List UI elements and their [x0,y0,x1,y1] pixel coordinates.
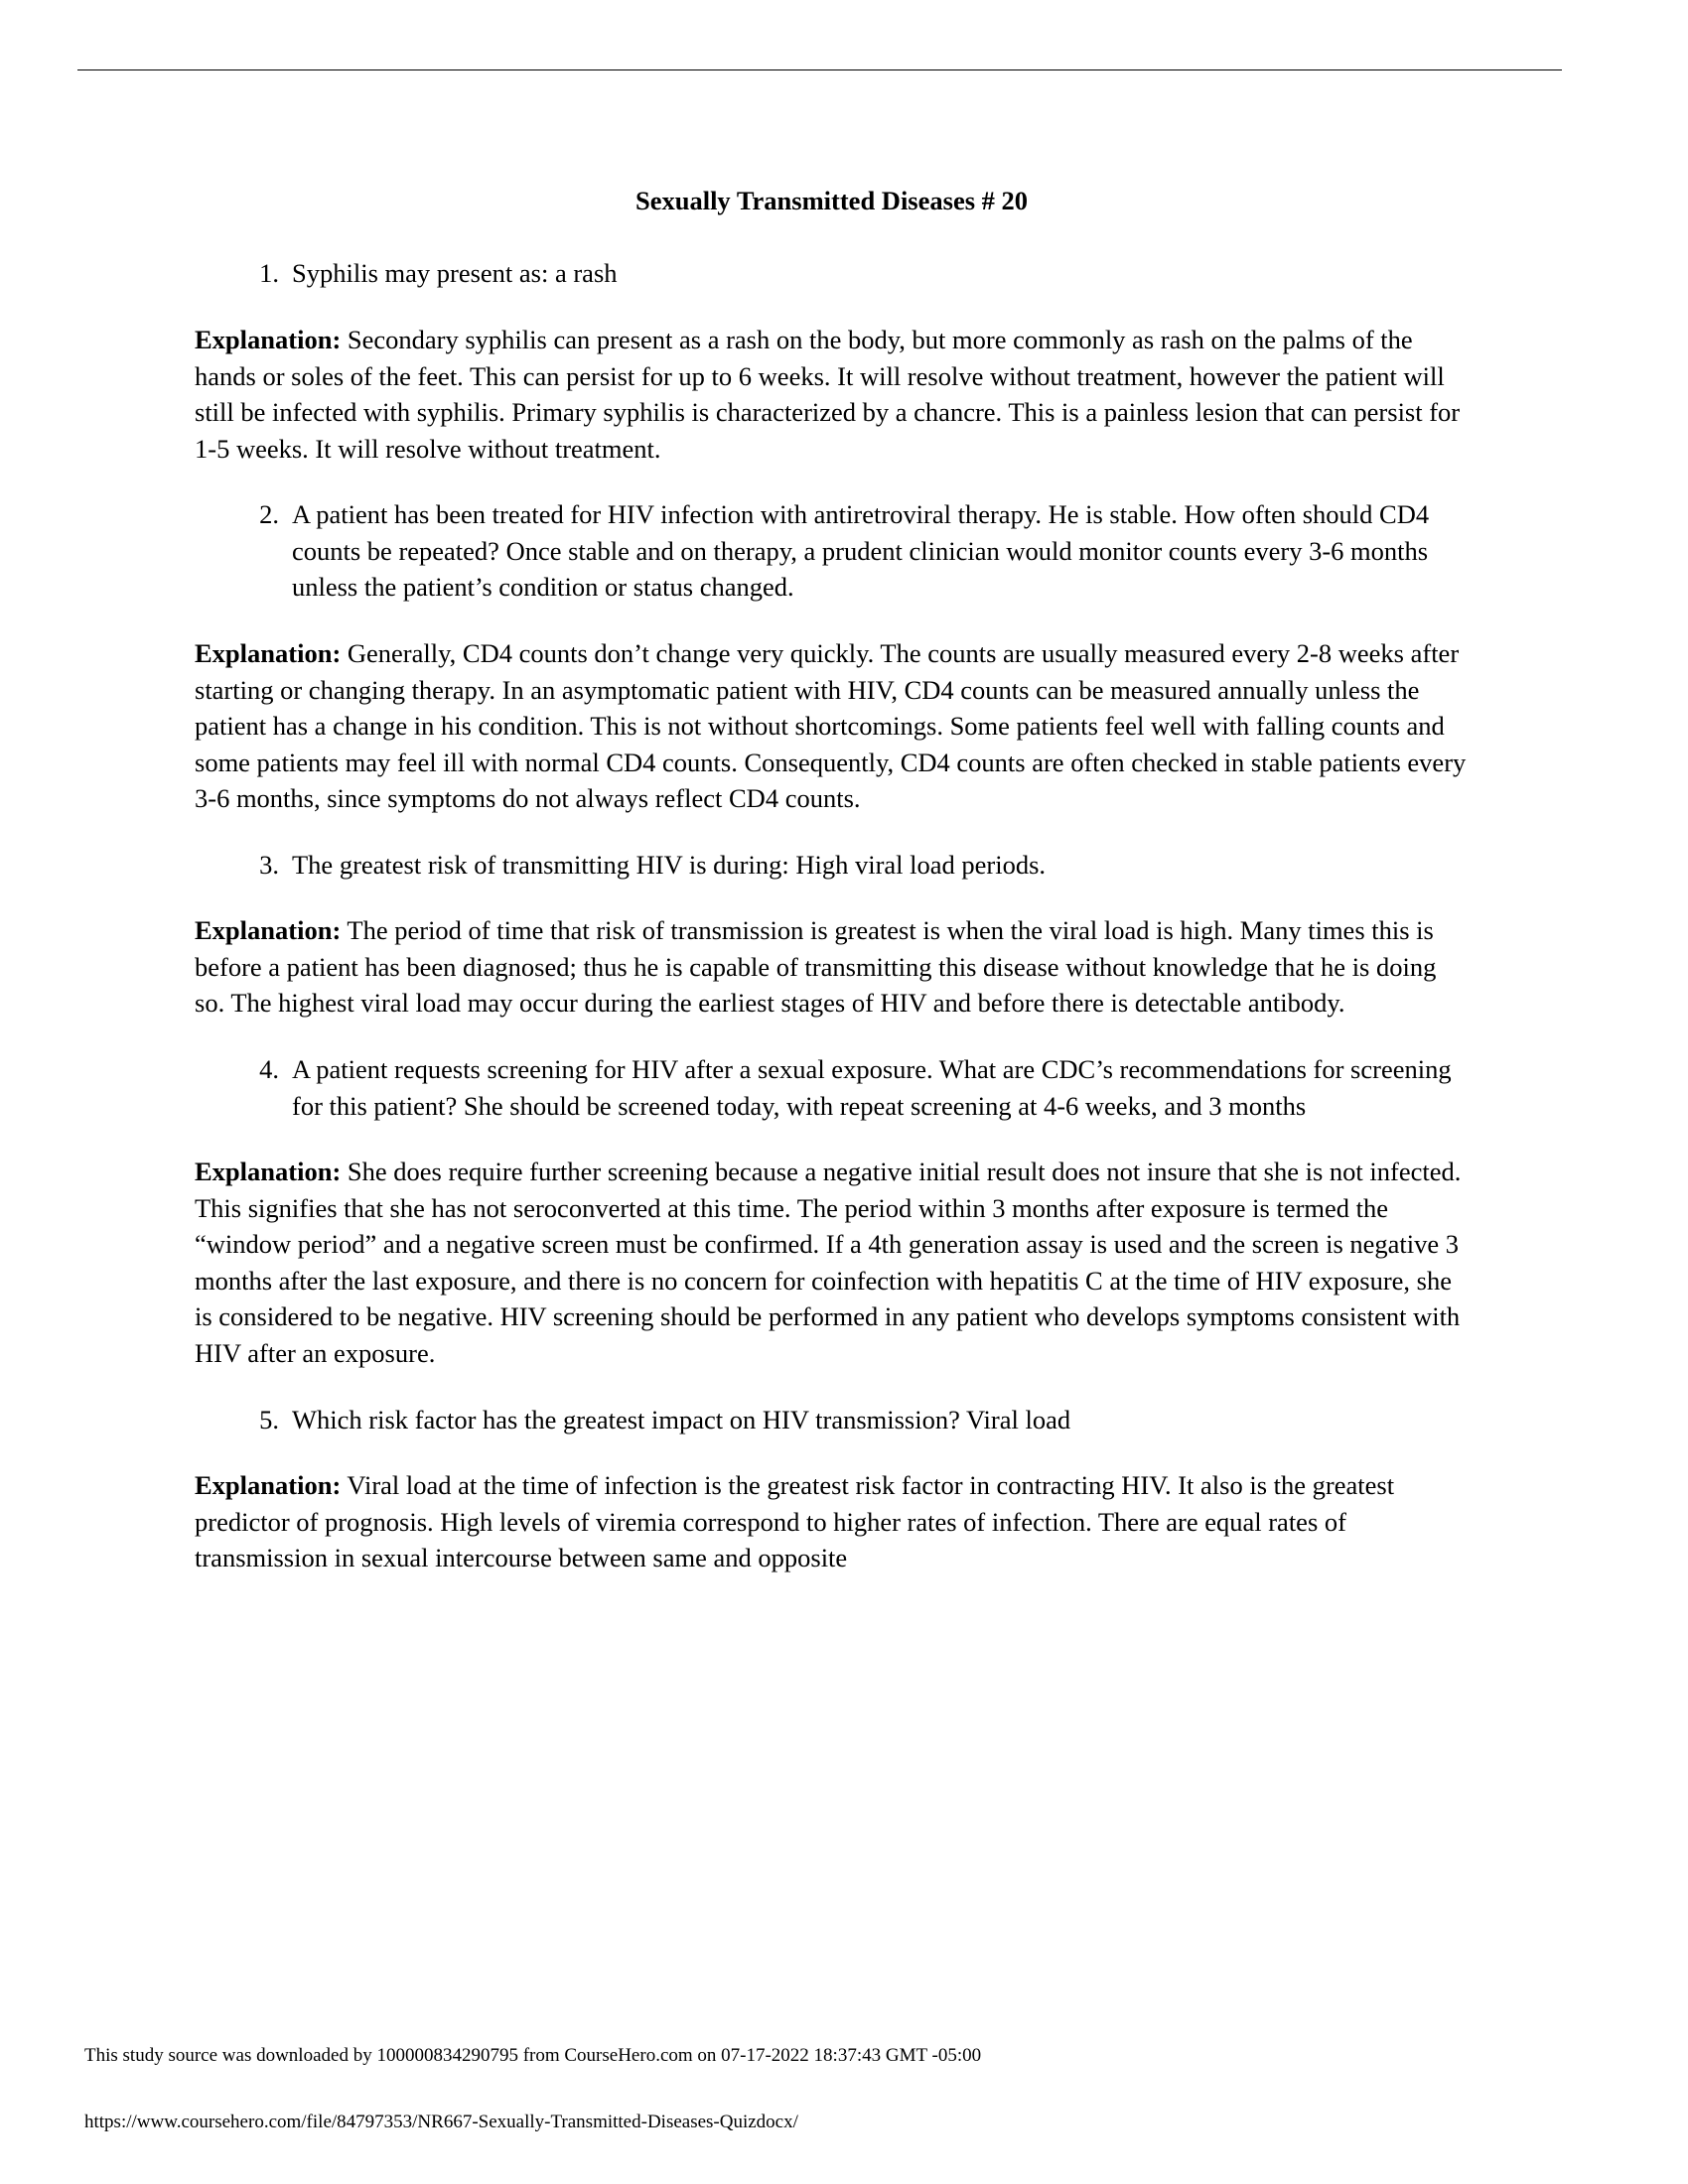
list-item [195,847,1469,884]
download-notice: This study source was downloaded by 100000834290795 from CourseHero.com on 07-17-2022 18:37:43 GMT -05:00 [84,2045,982,2066]
page-footer [84,2043,1594,2135]
explanation-paragraph [195,322,1469,467]
header-divider [77,69,1562,70]
question-text: A patient has been treated for HIV infection with antiretroviral therapy. He is stable. How often should CD4 counts be repeated? Once stable and on therapy, a prudent clinician would monitor counts every 3-6 months unless the patient’s condition or status changed. [292,499,1430,603]
question-text: Which risk factor has the greatest impact on HIV transmission? Viral load [292,1404,1071,1434]
explanation-label: Explanation: [195,1470,342,1501]
explanation-text: Generally, CD4 counts don’t change very quickly. The counts are usually measured every 2-8 weeks after starting or changing therapy. In an asymptomatic patient with HIV, CD4 counts can be measured annually unless the patient has a change in his condition. This is not without shortcomings. Some patients feel well with falling counts and some patients may feel ill with normal CD4 counts. Consequently, CD4 counts are often checked in stable patients every 3-6 months, since symptoms do not always reflect CD4 counts. [195,637,1467,814]
explanation-label: Explanation: [195,1157,342,1187]
list-item [195,1402,1469,1438]
list-item [195,255,1469,292]
explanation-label: Explanation: [195,637,342,668]
question-text: A patient requests screening for HIV after a sexual exposure. What are CDC’s recommendations for screening for this patient? She should be screened today, with repeat screening at 4-6 weeks, and 3 months [292,1054,1452,1121]
explanation-text: She does require further screening because a negative initial result does not insure that she is not infected. This signifies that she has not seroconverted at this time. The period within 3 months after exposure is termed the “window period” and a negative screen must be confirmed. If a 4th generation assay is used and the screen is negative 3 months after the last exposure, and there is no concern for coinfection with hepatitis C at the time of HIV exposure, she is considered to be negative. HIV screening should be performed in any patient who develops symptoms consistent with HIV after an exposure. [195,1157,1462,1368]
list-item [195,1051,1469,1124]
explanation-text: Viral load at the time of infection is the greatest risk factor in contracting HIV. It also is the greatest predictor of prognosis. High levels of viremia correspond to higher rates of infection. There are equal rates of transmission in sexual intercourse between same and opposite [195,1470,1395,1573]
explanation-paragraph [195,635,1469,817]
document-body [195,184,1469,1606]
question-list [195,255,1469,1575]
explanation-label: Explanation: [195,915,342,946]
question-text: Syphilis may present as: a rash [292,258,618,289]
list-item-number: 4. [259,1054,279,1084]
page-title: Sexually Transmitted Diseases # 20 [634,186,1029,215]
list-item-number: 5. [259,1404,279,1434]
explanation-paragraph [195,912,1469,1022]
question-text: The greatest risk of transmitting HIV is during: High viral load periods. [292,849,1047,880]
explanation-text: The period of time that risk of transmission is greatest is when the viral load is high. Many times this is before a patient has been diagnosed; thus he is capable of transmitting this disease without knowledge that he is doing so. The highest viral load may occur during the earliest stages of HIV and before there is detectable antibody. [195,915,1437,1019]
list-item-number: 3. [259,849,279,880]
list-item-number: 1. [259,258,279,289]
explanation-paragraph [195,1154,1469,1371]
explanation-label: Explanation: [195,325,342,354]
list-item-number: 2. [259,499,279,530]
source-url[interactable]: https://www.coursehero.com/file/84797353/NR667-Sexually-Transmitted-Diseases-Quizdocx/ [84,2111,798,2132]
explanation-text: Secondary syphilis can present as a rash on the body, but more commonly as rash on the palms of the hands or soles of the feet. This can persist for up to 6 weeks. It will resolve without treatment, however the patient will still be infected with syphilis. Primary syphilis is characterized by a chancre. This is a painless lesion that can persist for 1-5 weeks. It will resolve without treatment. [195,325,1461,464]
list-item [195,496,1469,606]
explanation-paragraph [195,1467,1469,1576]
